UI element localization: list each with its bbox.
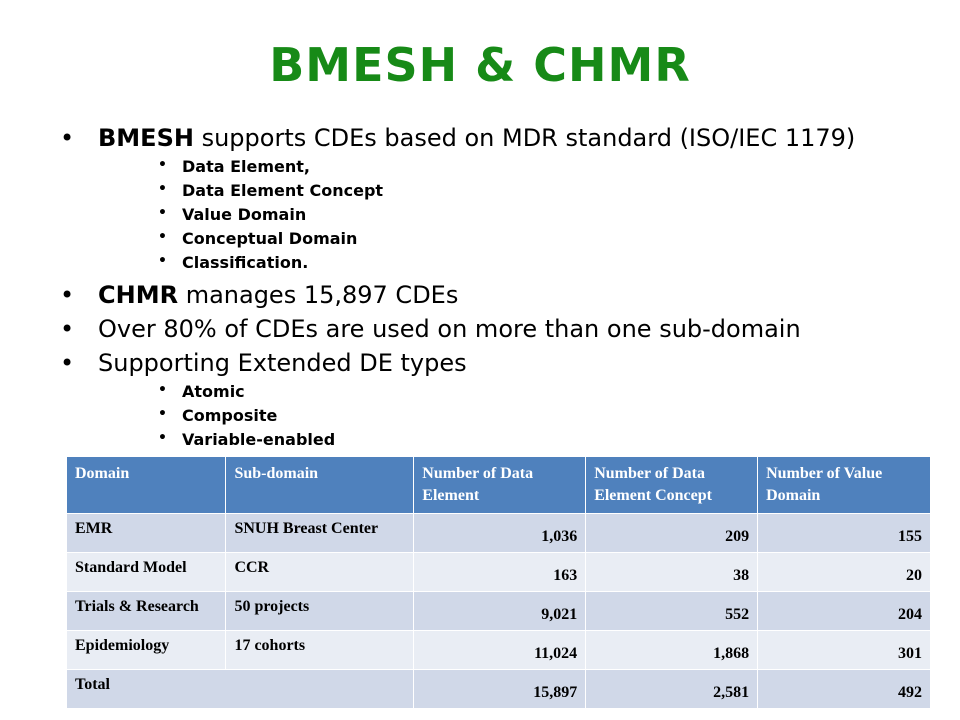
table-row: Trials & Research 50 projects 9,021 552 204	[67, 592, 931, 631]
table-total-row: Total 15,897 2,581 492	[67, 670, 931, 709]
header-value-domain: Number of Value Domain	[758, 457, 931, 514]
header-domain: Domain	[67, 457, 226, 514]
header-data-element: Number of Data Element	[414, 457, 586, 514]
slide-title: BMESH & CHMR	[269, 38, 691, 92]
bullet-dot: •	[60, 124, 75, 152]
table-header-row	[67, 457, 931, 514]
bmesh-description: supports CDEs based on MDR standard (ISO/IEC 1179)	[193, 124, 856, 152]
table-row: Epidemiology 17 cohorts 11,024 1,868 301	[67, 631, 931, 670]
header-sub-domain: Sub-domain	[226, 457, 414, 514]
chmr-label: CHMR	[98, 281, 179, 309]
table-row: EMR SNUH Breast Center 1,036 209 155	[67, 514, 931, 553]
bmesh-label: BMESH	[98, 124, 194, 152]
header-data-element-concept: Number of Data Element Concept	[586, 457, 758, 514]
cde-table	[67, 457, 931, 708]
table-row: Standard Model CCR 163 38 20	[67, 553, 931, 592]
chmr-description: manages 15,897 CDEs	[178, 281, 459, 309]
